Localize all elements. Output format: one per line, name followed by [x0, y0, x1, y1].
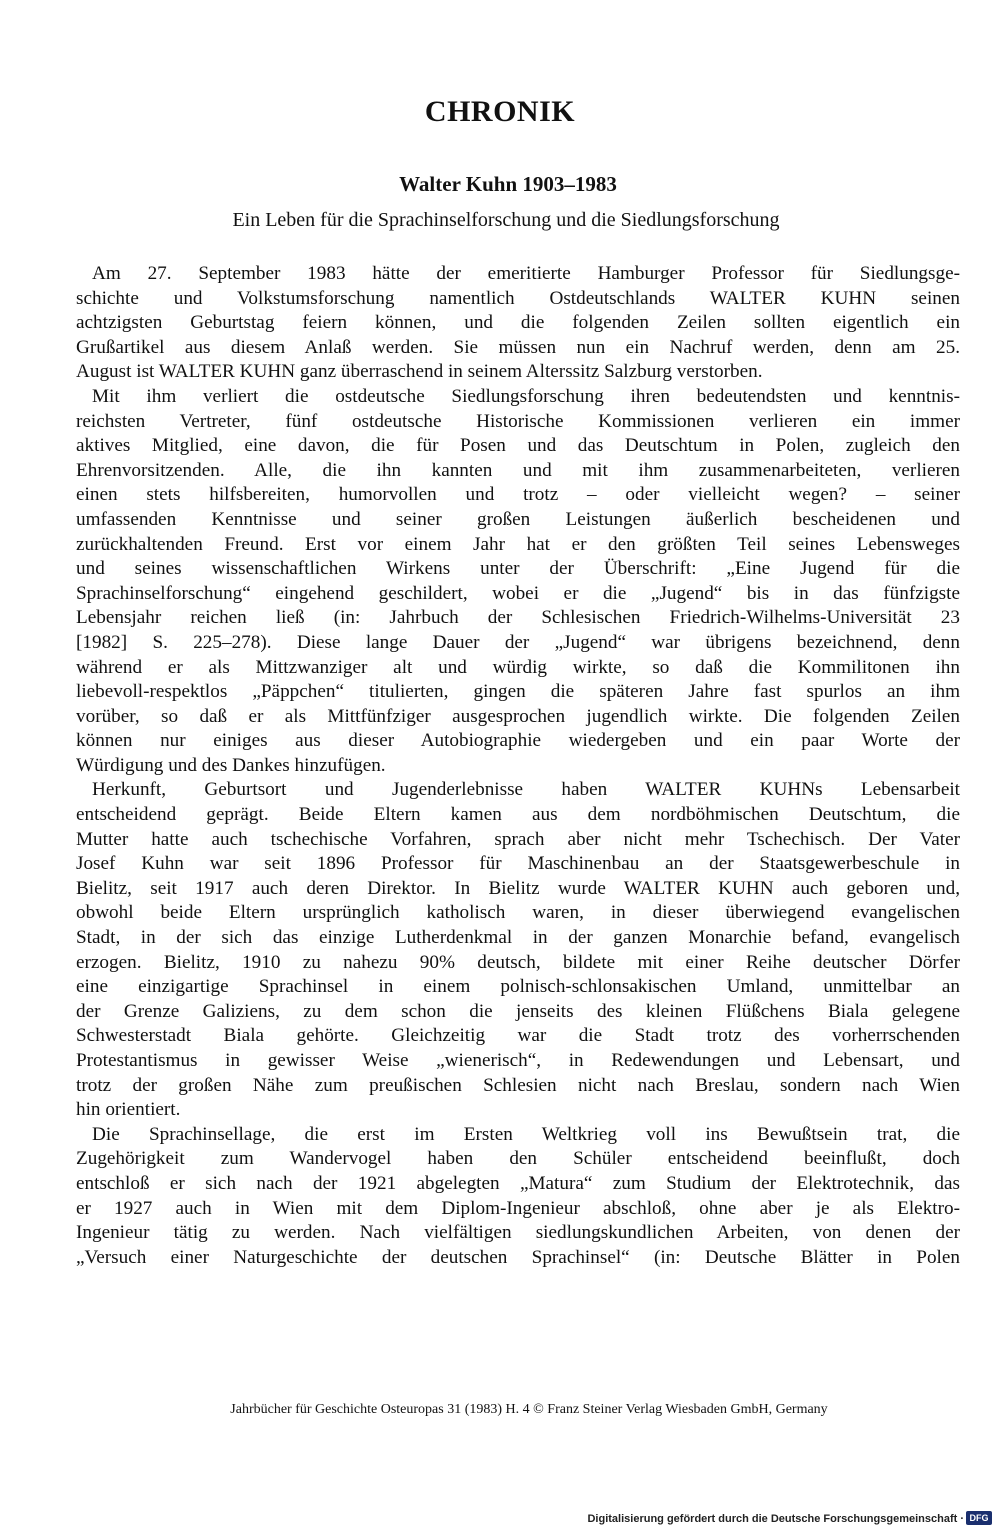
text-line: Lebensjahr reichen ließ (in: Jahrbuch der Schlesischen Friedrich-Wilhelms-Universität 23 — [76, 607, 960, 629]
text-line: zurückhaltenden Freund. Erst vor einem Jahr hat er den größten Teil seines Lebensweges — [76, 533, 960, 555]
article-body — [76, 262, 960, 1270]
text-line: Grußartikel aus diesem Anlaß werden. Sie müssen nun ein Nachruf werden, denn am 25. — [76, 336, 960, 358]
text-line: umfassenden Kenntnisse und seiner großen Leistungen äußerlich bescheidenen und — [76, 508, 960, 530]
text-line: einen stets hilfsbereiten, humorvollen und trotz – oder vielleicht wegen? – seiner — [76, 484, 960, 506]
text-line: Schwesterstadt Biala gehörte. Gleichzeitig war die Stadt trotz des vorherrschenden — [76, 1025, 960, 1047]
text-line: Stadt, in der sich das einzige Lutherdenkmal in der ganzen Monarchie befand, evangelisch — [76, 927, 960, 949]
text-line: Protestantismus in gewisser Weise „wienerisch“, in Redewendungen und Lebensart, und — [76, 1050, 960, 1071]
text-line: hin orientiert. — [76, 1099, 181, 1121]
text-line: er 1927 auch in Wien mit dem Diplom-Ingenieur abschloß, ohne aber je als Elektro- — [76, 1197, 960, 1219]
text-line: obwohl beide Eltern ursprünglich katholisch waren, in dieser überwiegend evangelischen — [76, 902, 960, 924]
text-line: „Versuch einer Naturgeschichte der deutschen Sprachinsel“ (in: Deutsche Blätter in Polen — [76, 1246, 960, 1268]
text-line: Sprachinselforschung“ eingehend geschildert, wobei er die „Jugend“ bis in das fünfzigste — [76, 582, 960, 604]
text-line: Bielitz, seit 1917 auch deren Direktor. In Bielitz wurde WALTER KUHN auch geboren und, — [76, 877, 960, 899]
section-title: CHRONIK — [424, 95, 576, 128]
text-line: Würdigung und des Dankes hinzufügen. — [76, 754, 386, 776]
text-line: können nur einiges aus dieser Autobiographie wiedergeben und ein paar Worte der — [76, 730, 960, 752]
dfg-logo: DFG — [966, 1511, 992, 1525]
text-line: Josef Kuhn war seit 1896 Professor für Maschinenbau an der Staatsgewerbeschule in — [76, 853, 960, 875]
text-line: entschloß er sich nach der 1921 abgelegten „Matura“ zum Studium der Elektrotechnik, das — [76, 1172, 960, 1194]
text-line: August ist WALTER KUHN ganz überraschend in seinem Alterssitz Salzburg verstorben. — [76, 361, 763, 383]
text-line: Ehrenvorsitzenden. Alle, die ihn kannten und mit ihm zusammenarbeiteten, verlieren — [76, 459, 960, 481]
text-line: Zugehörigkeit zum Wandervogel haben den Schüler entscheidend beeinflußt, doch — [76, 1148, 960, 1170]
text-line: schichte und Volkstumsforschung namentlich Ostdeutschlands WALTER KUHN seinen — [76, 287, 960, 309]
text-line: der Grenze Galiziens, zu dem schon die jenseits des kleinen Flüßchens Biala gelegene — [76, 1000, 960, 1022]
text-line: und seines wissenschaftlichen Wirkens unter der Überschrift: „Eine Jugend für die — [76, 558, 960, 580]
digitization-note: Digitalisierung gefördert durch die Deutsche Forschungsgemeinschaft · — [587, 1513, 964, 1525]
text-line: Mutter hatte auch tschechische Vorfahren, sprach aber nicht mehr Tschechisch. Der Vater — [76, 828, 960, 850]
article-subtitle: Ein Leben für die Sprachinselforschung und die Siedlungsforschung — [232, 209, 780, 231]
text-line: erzogen. Bielitz, 1910 zu nahezu 90% deutsch, bildete mit einer Reihe deutscher Dörfer — [76, 951, 960, 973]
text-line: vorüber, so daß er als Mittfünfziger ausgesprochen jugendlich wirkte. Die folgenden Zeilen — [76, 705, 960, 727]
journal-citation: Jahrbücher für Geschichte Osteuropas 31 (1983) H. 4 © Franz Steiner Verlag Wiesbaden GmbH, Germany — [230, 1402, 828, 1417]
text-line: [1982] S. 225–278). Diese lange Dauer der „Jugend“ war übrigens bezeichnend, denn — [76, 631, 960, 653]
text-line: während er als Mittzwanziger alt und würdig wirkte, so daß die Kommilitonen ihn — [76, 656, 960, 678]
text-line: Ingenieur tätig zu werden. Nach vielfältigen siedlungskundlichen Arbeiten, von denen der — [76, 1222, 960, 1244]
text-line: Die Sprachinsellage, die erst im Ersten Weltkrieg voll ins Bewußtsein trat, die — [92, 1123, 960, 1145]
text-line: achtzigsten Geburtstag feiern können, und die folgenden Zeilen sollten eigentlich ein — [76, 312, 960, 334]
text-line: Herkunft, Geburtsort und Jugenderlebnisse haben WALTER KUHNs Lebensarbeit — [92, 779, 960, 801]
text-line: trotz der großen Nähe zum preußischen Schlesien nicht nach Breslau, sondern nach Wien — [76, 1074, 960, 1096]
text-line: liebevoll-respektlos „Päppchen“ titulierten, gingen die späteren Jahre fast spurlos an ihm — [76, 681, 960, 703]
text-line: aktives Mitglied, eine davon, die für Posen und das Deutschtum in Polen, zugleich den — [76, 435, 960, 457]
text-line: reichsten Vertreter, fünf ostdeutsche Historische Kommissionen verlieren ein immer — [76, 410, 960, 432]
text-line: entscheidend geprägt. Beide Eltern kamen aus dem nordböhmischen Deutschtum, die — [76, 804, 960, 826]
text-line: Am 27. September 1983 hätte der emeritierte Hamburger Professor für Siedlungsge- — [92, 263, 960, 284]
text-line: Mit ihm verliert die ostdeutsche Siedlungsforschung ihren bedeutendsten und kenntnis- — [92, 385, 960, 407]
text-line: eine einzigartige Sprachinsel in einem polnisch-schlonsakischen Umland, unmittelbar an — [76, 976, 960, 998]
article-title: Walter Kuhn 1903–1983 — [399, 172, 617, 196]
